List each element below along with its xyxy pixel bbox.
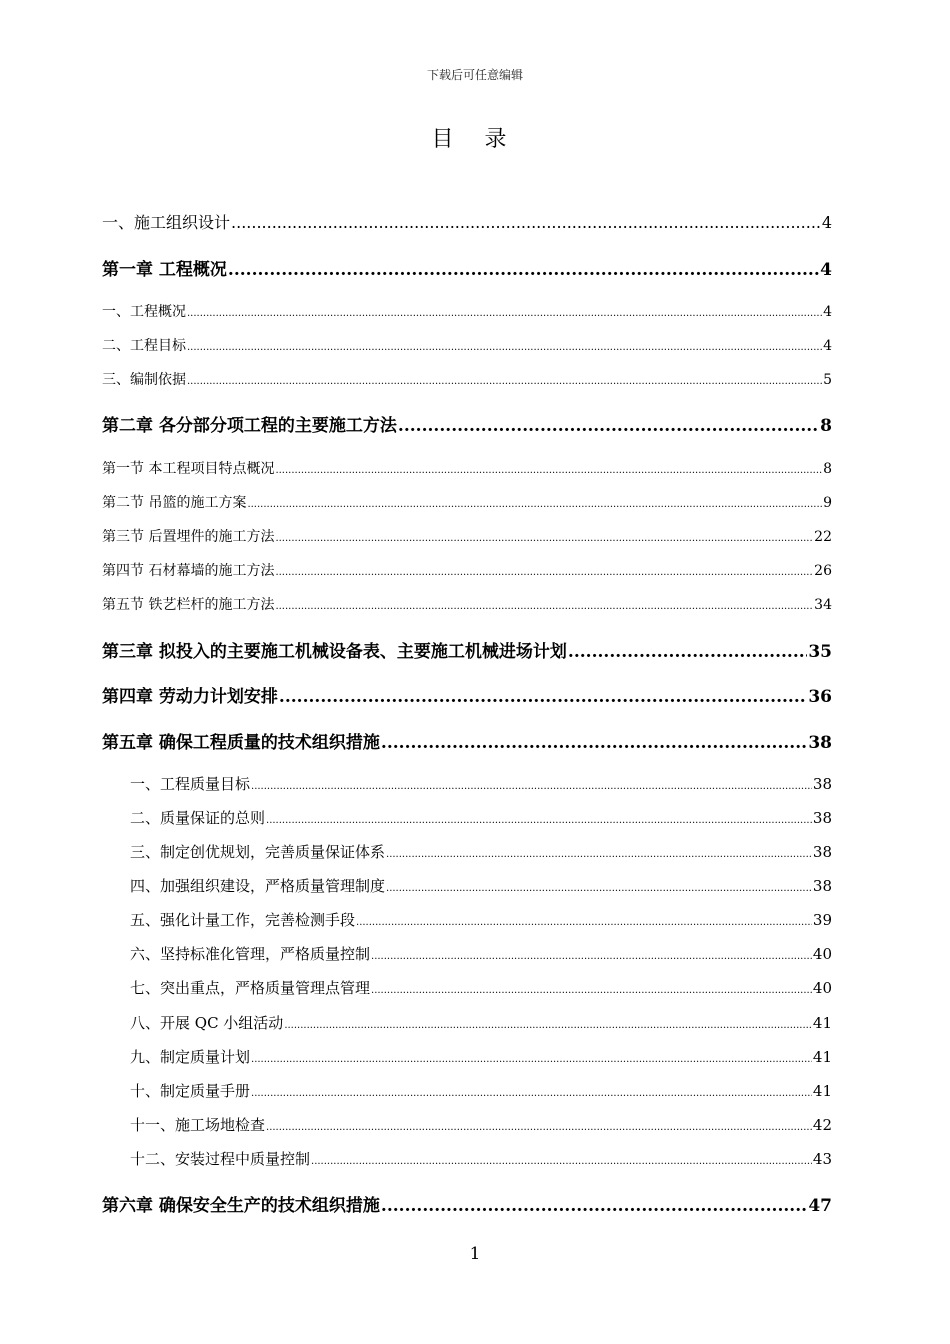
- toc-entry-label: 第六章 确保安全生产的技术组织措施: [102, 1196, 380, 1216]
- toc-entry-subsection[interactable]: [130, 977, 832, 998]
- toc-entry-label: 三、编制依据: [102, 372, 186, 388]
- page-number: 1: [469, 1244, 481, 1264]
- toc-entry-section[interactable]: [102, 335, 832, 355]
- toc-entry-page: 4: [821, 213, 832, 232]
- toc-entry-subsection[interactable]: [130, 1114, 832, 1135]
- toc-entry-label: 十一、施工场地检查: [130, 1116, 266, 1134]
- toc-entry-page: 34: [814, 597, 832, 613]
- toc-entry-page: 43: [812, 1150, 832, 1168]
- toc-entry-page: 38: [808, 733, 832, 753]
- toc-entry-label: 第四节 石材幕墙的施工方法: [102, 563, 275, 579]
- toc-entry-label: 第五章 确保工程质量的技术组织措施: [102, 733, 380, 753]
- toc-entry-subsection[interactable]: [130, 841, 832, 862]
- toc-entry-label: 九、制定质量计划: [130, 1048, 251, 1066]
- toc-entry-page: 8: [823, 461, 832, 477]
- toc-entry-page: 38: [812, 877, 832, 895]
- toc-entry-page: 35: [808, 642, 832, 662]
- toc-entry-label: 十二、安装过程中质量控制: [130, 1150, 311, 1168]
- toc-entry-subsection[interactable]: [130, 1046, 832, 1067]
- toc-entry-label: 一、工程概况: [102, 304, 186, 320]
- toc-entry-page: 39: [812, 911, 832, 929]
- toc-entry-section[interactable]: [102, 301, 832, 321]
- toc-entry-label: 四、加强组织建设，严格质量管理制度: [130, 877, 386, 895]
- toc-entry-label: 一、施工组织设计: [102, 213, 231, 232]
- toc-entry-chapter-1[interactable]: [102, 255, 832, 280]
- toc-entry-page: 38: [812, 843, 832, 861]
- toc-entry-section[interactable]: [102, 594, 832, 614]
- toc-entry-page: 40: [812, 945, 832, 963]
- toc-entry-subsection[interactable]: [130, 875, 832, 896]
- toc-entry-page: 41: [812, 1082, 832, 1100]
- toc-entry-label: 七、突出重点，严格质量管理点管理: [130, 979, 371, 997]
- toc-entry-label: 一、工程质量目标: [130, 775, 251, 793]
- toc-entry-page: 5: [823, 372, 832, 388]
- toc-entry-label: 第二章 各分部分项工程的主要施工方法: [102, 416, 397, 436]
- toc-entry-label: 第一章 工程概况: [102, 260, 227, 280]
- toc-entry-label: 二、工程目标: [102, 338, 186, 354]
- toc-entry-page: 22: [814, 529, 832, 545]
- toc-entry-page: 47: [808, 1196, 832, 1216]
- toc-entry-label: 三、制定创优规划，完善质量保证体系: [130, 843, 386, 861]
- toc-entry-label: 二、质量保证的总则: [130, 809, 266, 827]
- toc-entry-page: 42: [812, 1116, 832, 1134]
- toc-entry-label: 十、制定质量手册: [130, 1082, 251, 1100]
- toc-entry-page: 4: [823, 304, 832, 320]
- toc-entry-label: 第三章 拟投入的主要施工机械设备表、主要施工机械进场计划: [102, 642, 567, 662]
- toc-entry-subsection[interactable]: [130, 1080, 832, 1101]
- toc-entry-page: 8: [820, 416, 832, 436]
- toc-entry-label: 五、强化计量工作，完善检测手段: [130, 911, 356, 929]
- toc-entry-chapter-4[interactable]: [102, 682, 832, 707]
- toc-entry-chapter-5[interactable]: [102, 728, 832, 753]
- toc-entry-page: 36: [808, 687, 832, 707]
- toc-entry-page: 26: [814, 563, 832, 579]
- toc-entry-subsection[interactable]: [130, 773, 832, 794]
- toc-title: 目 录: [431, 127, 519, 152]
- toc-entry-page: 4: [823, 338, 832, 354]
- toc-entry-label: 第三节 后置埋件的施工方法: [102, 529, 275, 545]
- toc-entry-page: 38: [812, 775, 832, 793]
- toc-entry-label: 第四章 劳动力计划安排: [102, 687, 278, 707]
- toc-entry-page: 38: [812, 809, 832, 827]
- toc-entry-page: 9: [823, 495, 832, 511]
- toc-entry-page: 4: [820, 260, 832, 280]
- toc-entry-section[interactable]: [102, 458, 832, 478]
- toc-entry-section[interactable]: [102, 492, 832, 512]
- toc-entry-label: 八、开展 QC 小组活动: [130, 1014, 284, 1032]
- toc-entry-label: 第二节 吊篮的施工方案: [102, 495, 247, 511]
- toc-entry-label: 六、坚持标准化管理，严格质量控制: [130, 945, 371, 963]
- toc-entry-label: 第五节 铁艺栏杆的施工方法: [102, 597, 275, 613]
- toc-entry-page: 40: [812, 979, 832, 997]
- toc-entry-subsection[interactable]: [130, 909, 832, 930]
- toc-entry-chapter-6[interactable]: [102, 1191, 832, 1216]
- toc-entry-section[interactable]: [102, 526, 832, 546]
- toc-entry-subsection[interactable]: [130, 807, 832, 828]
- toc-entry-section[interactable]: [102, 560, 832, 580]
- toc-entry-page: 41: [812, 1048, 832, 1066]
- toc-entry-section[interactable]: [102, 369, 832, 389]
- toc-entry-part-1[interactable]: [102, 210, 832, 233]
- toc-entry-chapter-2[interactable]: [102, 411, 832, 436]
- toc-entry-label: 第一节 本工程项目特点概况: [102, 461, 275, 477]
- header-note: 下载后可任意编辑: [426, 68, 523, 82]
- toc-entry-subsection[interactable]: [130, 943, 832, 964]
- toc-entry-chapter-3[interactable]: [102, 637, 832, 662]
- toc-entry-page: 41: [812, 1014, 832, 1032]
- toc-entry-subsection[interactable]: [130, 1012, 832, 1033]
- toc-entry-subsection[interactable]: [130, 1148, 832, 1169]
